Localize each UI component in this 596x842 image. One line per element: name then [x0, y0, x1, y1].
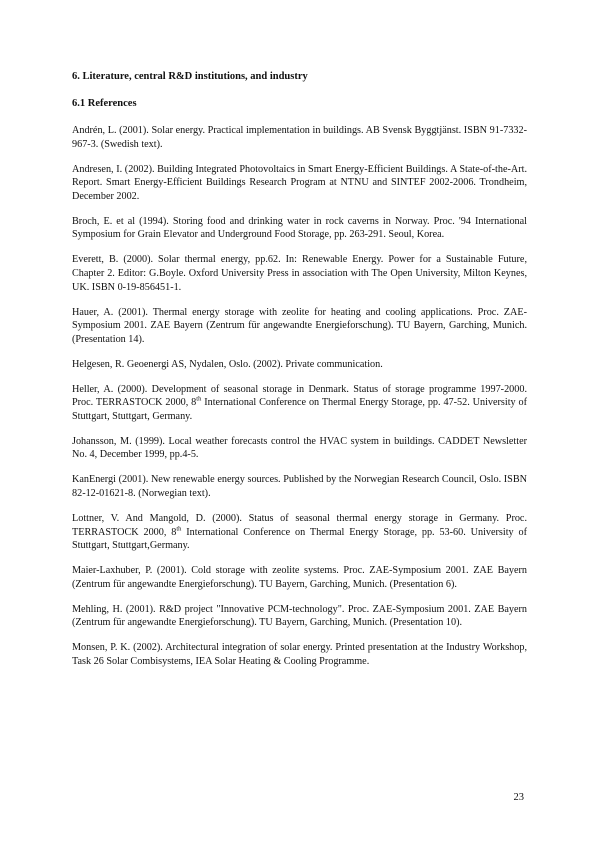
reference-lottner [72, 512, 527, 553]
reference-mehling: Mehling, H. (2001). R&D project "Innovative PCM-technology". Proc. ZAE-Symposium 2001. ZAE Bayern (Zentrum für angewandte Energieforschung). TU Bayern, Garching, Munich. (Presentation 10). [72, 603, 527, 629]
reference-monsen: Monsen, P. K. (2002). Architectural integration of solar energy. Printed presentation at the Industry Workshop, Task 26 Solar Combisystems, IEA Solar Heating & Cooling Programme. [72, 642, 527, 667]
reference-helgesen: Helgesen, R. Geoenergi AS, Nydalen, Oslo. (2002). Private communication. [72, 358, 383, 370]
reference-text: Lottner, V. And Mangold, D. (2000). Status of seasonal thermal energy storage in Germany. Proc. TERRASTOCK 2000, 8 [72, 512, 527, 538]
ordinal-superscript: th [196, 395, 202, 403]
reference-text: International Conference on Thermal Energy Storage, pp. 53-60. University of Stuttgart, Stuttgart,Germany. [72, 526, 528, 552]
ordinal-superscript: th [176, 525, 182, 533]
reference-heller [72, 383, 527, 424]
subsection-heading: 6.1 References [72, 98, 137, 109]
reference-broch: Broch, E. et al (1994). Storing food and drinking water in rock caverns in Norway. Proc. '94 International Symposium for Grain Elevator and Underground Food Storage, pp. 263-291. Seoul, Korea. [72, 215, 527, 241]
section-heading: 6. Literature, central R&D institutions, and industry [72, 71, 308, 82]
reference-kanenergi: KanEnergi (2001). New renewable energy sources. Published by the Norwegian Research Council, Oslo. ISBN 82-12-01621-8. (Norwegian text). [72, 474, 527, 499]
reference-hauer: Hauer, A. (2001). Thermal energy storage with zeolite for heating and cooling applications. Proc. ZAE-Symposium 2001. ZAE Bayern (Zentrum für angewandte Energieforschung). TU Bayern, Garching, Munich. (Presentation 14). [72, 306, 527, 345]
reference-johansson: Johansson, M. (1999). Local weather forecasts control the HVAC system in buildings. CADDET Newsletter No. 4, December 1999, pp.4-5. [72, 435, 527, 461]
page-number: 23 [513, 792, 524, 803]
reference-andren: Andrén, L. (2001). Solar energy. Practical implementation in buildings. AB Svensk Byggtjänst. ISBN 91-7332-967-3. (Swedish text). [72, 125, 527, 150]
document-page [72, 70, 527, 680]
reference-text: Heller, A. (2000). Development of seasonal storage in Denmark. Status of storage programme 1997-2000. Proc. TERRASTOCK 2000, 8 [72, 383, 527, 409]
reference-andresen: Andresen, I. (2002). Building Integrated Photovoltaics in Smart Energy-Efficient Buildings. A State-of-the-Art. Report. Smart Energy-Efficient Buildings Research Program at NTNU and SINTEF 2002-2006. Trondheim, December 2002. [72, 163, 527, 202]
reference-everett: Everett, B. (2000). Solar thermal energy, pp.62. In: Renewable Energy. Power for a Sustainable Future, Chapter 2. Editor: G.Boyle. Oxford University Press in association with The Open University, Milton Keynes, UK. ISBN 0-19-856451-1. [72, 254, 527, 293]
reference-maier-laxhuber: Maier-Laxhuber, P. (2001). Cold storage with zeolite systems. Proc. ZAE-Symposium 2001. ZAE Bayern (Zentrum für angewandte Energieforschung). TU Bayern, Garching, Munich. (Presentation 6). [72, 565, 527, 590]
reference-text: International Conference on Thermal Energy Storage, pp. 47-52. University of Stuttgart, Stuttgart, Germany. [72, 397, 527, 422]
